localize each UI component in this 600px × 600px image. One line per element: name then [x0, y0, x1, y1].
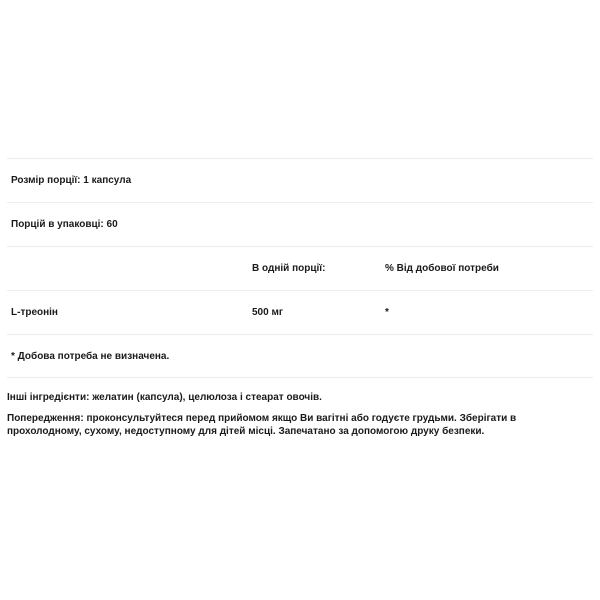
warning-text: Попередження: проконсультуйтеся перед прийомом якщо Ви вагітні або годуєте грудьми. Зберігати в прохолодному, сухому, недоступному для дітей місці. Запечатано за допомогою друку безпеки. — [7, 413, 517, 437]
servings-per-container: Порцій в упаковці: 60 — [11, 219, 118, 230]
supplement-facts-table — [7, 158, 593, 378]
servings-per-container-row — [7, 202, 593, 246]
daily-value-footnote: * Добова потреба не визначена. — [11, 350, 170, 362]
product-notes — [7, 391, 593, 446]
ingredient-amount: 500 мг — [252, 307, 284, 318]
serving-size-row — [7, 158, 593, 202]
serving-size: Розмір порції: 1 капсула — [11, 175, 132, 186]
ingredient-daily-value: * — [385, 307, 389, 318]
table-row — [7, 290, 593, 334]
footnote-row — [7, 334, 593, 378]
header-per-serving: В одній порції: — [252, 263, 326, 274]
ingredient-name: L-треонін — [11, 307, 58, 318]
header-daily-value: % Від добової потреби — [385, 263, 499, 274]
other-ingredients: Інші інгредієнти: желатин (капсула), целюлоза і стеарат овочів. — [7, 392, 322, 403]
table-header-row — [7, 246, 593, 290]
